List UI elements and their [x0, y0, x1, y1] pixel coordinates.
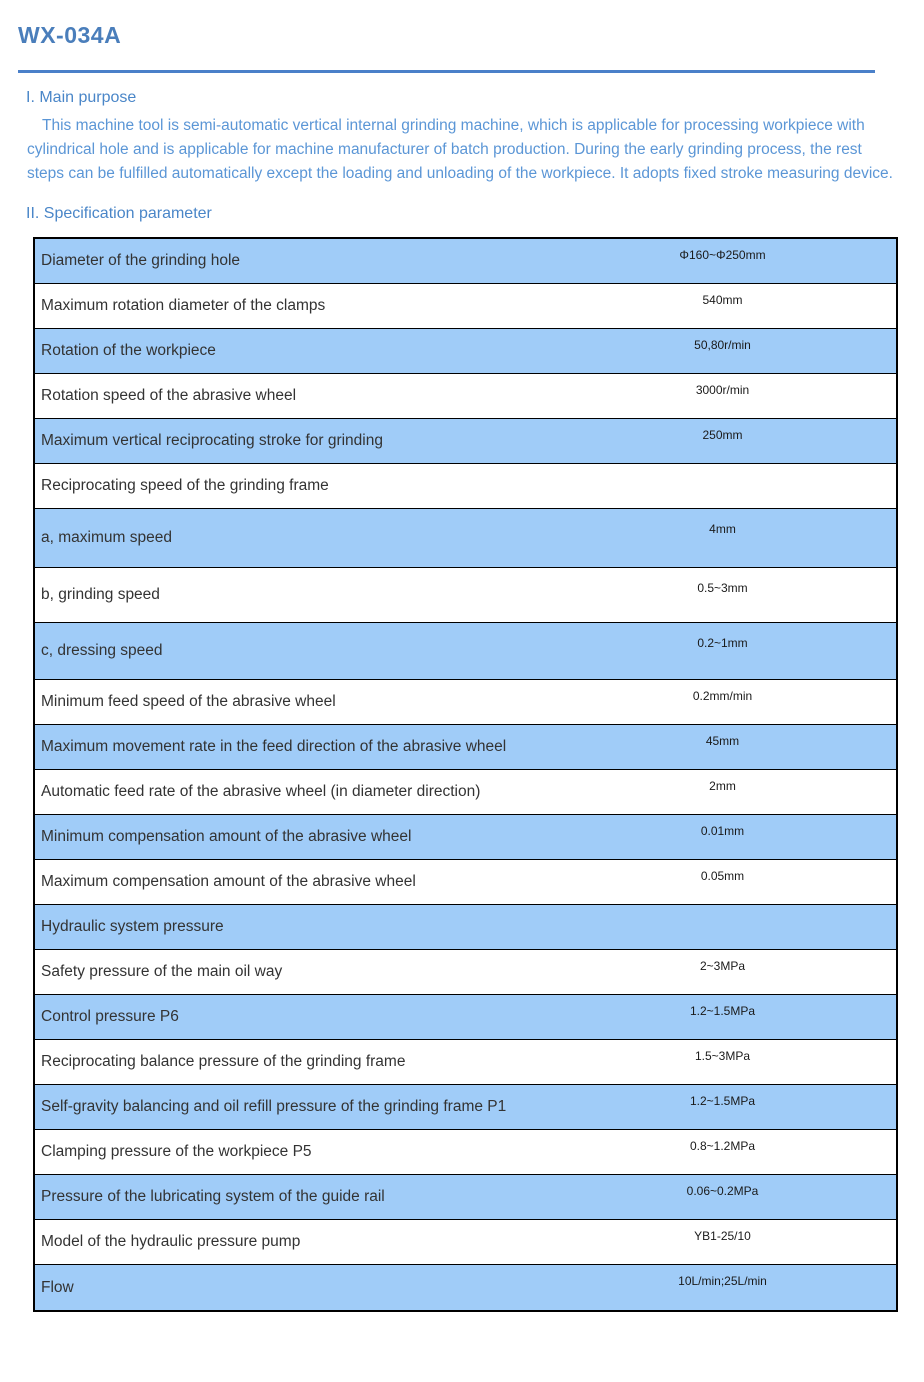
spec-label: Rotation speed of the abrasive wheel [41, 387, 297, 404]
table-row [35, 905, 896, 950]
spec-label: Hydraulic system pressure [41, 918, 224, 935]
spec-label: Rotation of the workpiece [41, 342, 216, 359]
spec-value: 1.2~1.5MPa [689, 1094, 756, 1108]
table-row [35, 1130, 896, 1175]
spec-label: Model of the hydraulic pressure pump [41, 1233, 301, 1250]
spec-value: 0.2mm/min [692, 689, 753, 703]
section-heading-specification: II. Specification parameter [26, 205, 212, 222]
table-row [35, 1265, 896, 1310]
section-heading-main-purpose: I. Main purpose [26, 89, 137, 106]
spec-label: Safety pressure of the main oil way [41, 963, 283, 980]
spec-label: Self-gravity balancing and oil refill pressure of the grinding frame P1 [41, 1098, 507, 1115]
table-row [35, 860, 896, 905]
spec-label: Diameter of the grinding hole [41, 252, 241, 269]
spec-value: 1.2~1.5MPa [689, 1004, 756, 1018]
table-row [35, 419, 896, 464]
spec-value: 45mm [705, 734, 740, 748]
spec-label: Minimum compensation amount of the abrasive wheel [41, 828, 412, 845]
spec-value: 10L/min;25L/min [678, 1274, 767, 1288]
document-page [0, 22, 924, 1382]
spec-label: c, dressing speed [41, 642, 163, 659]
table-row [35, 725, 896, 770]
spec-value: 2mm [709, 779, 736, 793]
table-row [35, 995, 896, 1040]
spec-label: Maximum vertical reciprocating stroke for grinding [41, 432, 383, 449]
spec-value: 250mm [702, 428, 743, 442]
table-row [35, 1085, 896, 1130]
title-divider [18, 70, 875, 73]
spec-value: 2~3MPa [699, 959, 746, 973]
spec-label: b, grinding speed [41, 586, 160, 603]
spec-label: Maximum compensation amount of the abrasive wheel [41, 873, 416, 890]
spec-value: YB1-25/10 [694, 1229, 751, 1243]
table-row [35, 950, 896, 995]
table-row [35, 1220, 896, 1265]
spec-label: Minimum feed speed of the abrasive wheel [41, 693, 336, 710]
specification-table [33, 237, 898, 1312]
spec-value: 0.8~1.2MPa [689, 1139, 756, 1153]
table-row [35, 284, 896, 329]
table-row [35, 568, 896, 623]
table-row [35, 815, 896, 860]
spec-label: Reciprocating balance pressure of the grinding frame [41, 1053, 406, 1070]
spec-label: Pressure of the lubricating system of the guide rail [41, 1188, 385, 1205]
spec-value: 50,80r/min [694, 338, 751, 352]
table-row [35, 623, 896, 680]
spec-label: Maximum movement rate in the feed direction of the abrasive wheel [41, 738, 507, 755]
table-row [35, 374, 896, 419]
table-row [35, 770, 896, 815]
spec-value: 0.06~0.2MPa [686, 1184, 759, 1198]
table-row [35, 1040, 896, 1085]
spec-value: 1.5~3MPa [694, 1049, 751, 1063]
spec-value: 4mm [709, 522, 736, 536]
table-row [35, 1175, 896, 1220]
spec-value: 0.05mm [700, 869, 745, 883]
spec-label: Automatic feed rate of the abrasive wheel (in diameter direction) [41, 783, 481, 800]
table-row [35, 509, 896, 568]
spec-label: Reciprocating speed of the grinding frame [41, 477, 329, 494]
spec-label: Clamping pressure of the workpiece P5 [41, 1143, 312, 1160]
page-title: WX-034A [18, 22, 122, 48]
spec-value: 3000r/min [695, 383, 750, 397]
table-row [35, 239, 896, 284]
spec-value: 0.5~3mm [697, 581, 748, 595]
table-row [35, 680, 896, 725]
table-row [35, 329, 896, 374]
spec-value: Φ160~Φ250mm [679, 248, 766, 262]
spec-label: Control pressure P6 [41, 1008, 179, 1025]
spec-label: a, maximum speed [41, 529, 172, 546]
spec-label: Flow [41, 1278, 74, 1296]
main-purpose-paragraph: This machine tool is semi-automatic vertical internal grinding machine, which is applicable for processing workpiece with cylindrical hole and is applicable for machine manufacturer of batch production. During the early grinding process, the rest steps can be fulfilled automatically except the loading and unloading of the workpiece. It adopts fixed stroke measuring device. [27, 117, 893, 182]
spec-value: 540mm [702, 293, 743, 307]
spec-label: Maximum rotation diameter of the clamps [41, 297, 326, 314]
spec-value: 0.01mm [700, 824, 745, 838]
spec-value: 0.2~1mm [697, 636, 748, 650]
table-row [35, 464, 896, 509]
